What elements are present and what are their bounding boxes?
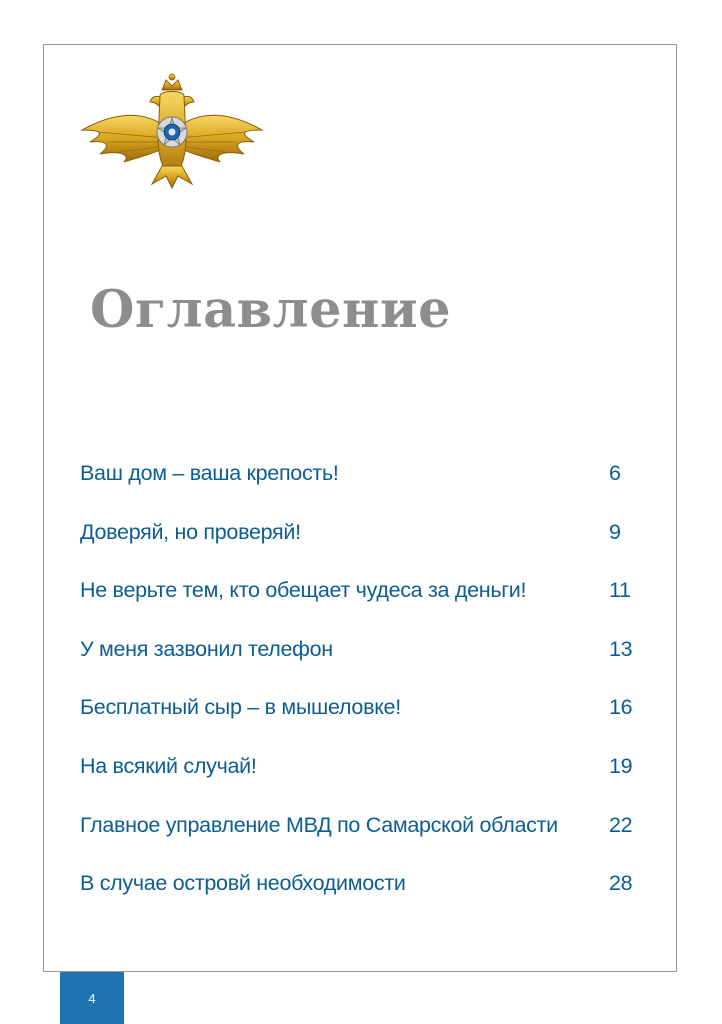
toc-item[interactable] [80, 695, 636, 754]
toc-item-page: 6 [609, 461, 621, 485]
toc-item[interactable] [80, 578, 636, 637]
toc-item-title: Бесплатный сыр – в мышеловке! [80, 695, 401, 720]
toc-item-title: У меня зазвонил телефон [80, 636, 333, 661]
toc-item-page: 22 [609, 812, 633, 837]
toc-item-page: 9 [609, 519, 621, 544]
toc-item-page: 13 [609, 636, 633, 661]
toc-item[interactable] [80, 637, 636, 696]
toc-item-page: 28 [609, 871, 633, 896]
toc-item-title: На всякий случай! [80, 753, 257, 778]
table-of-contents [80, 461, 636, 930]
toc-item[interactable] [80, 461, 636, 520]
toc-item-title: Ваш дом – ваша крепость! [80, 461, 339, 485]
double-headed-eagle-emblem-icon [78, 70, 266, 190]
toc-item[interactable] [80, 520, 636, 579]
toc-item[interactable] [80, 754, 636, 813]
toc-item[interactable] [80, 871, 636, 930]
toc-item-page: 19 [609, 753, 633, 778]
toc-item-title: В случае островй необходимости [80, 871, 406, 896]
toc-item-title: Не верьте тем, кто обещает чудеса за деньги! [80, 578, 527, 603]
toc-item-page: 11 [609, 578, 631, 603]
page-title: Оглавление [90, 280, 452, 340]
page-number: 4 [88, 990, 96, 1006]
toc-item[interactable] [80, 813, 636, 872]
page-number-badge [60, 972, 124, 1024]
toc-item-title: Главное управление МВД по Самарской области [80, 812, 558, 837]
toc-item-title: Доверяй, но проверяй! [80, 519, 301, 544]
toc-item-page: 16 [609, 695, 633, 720]
